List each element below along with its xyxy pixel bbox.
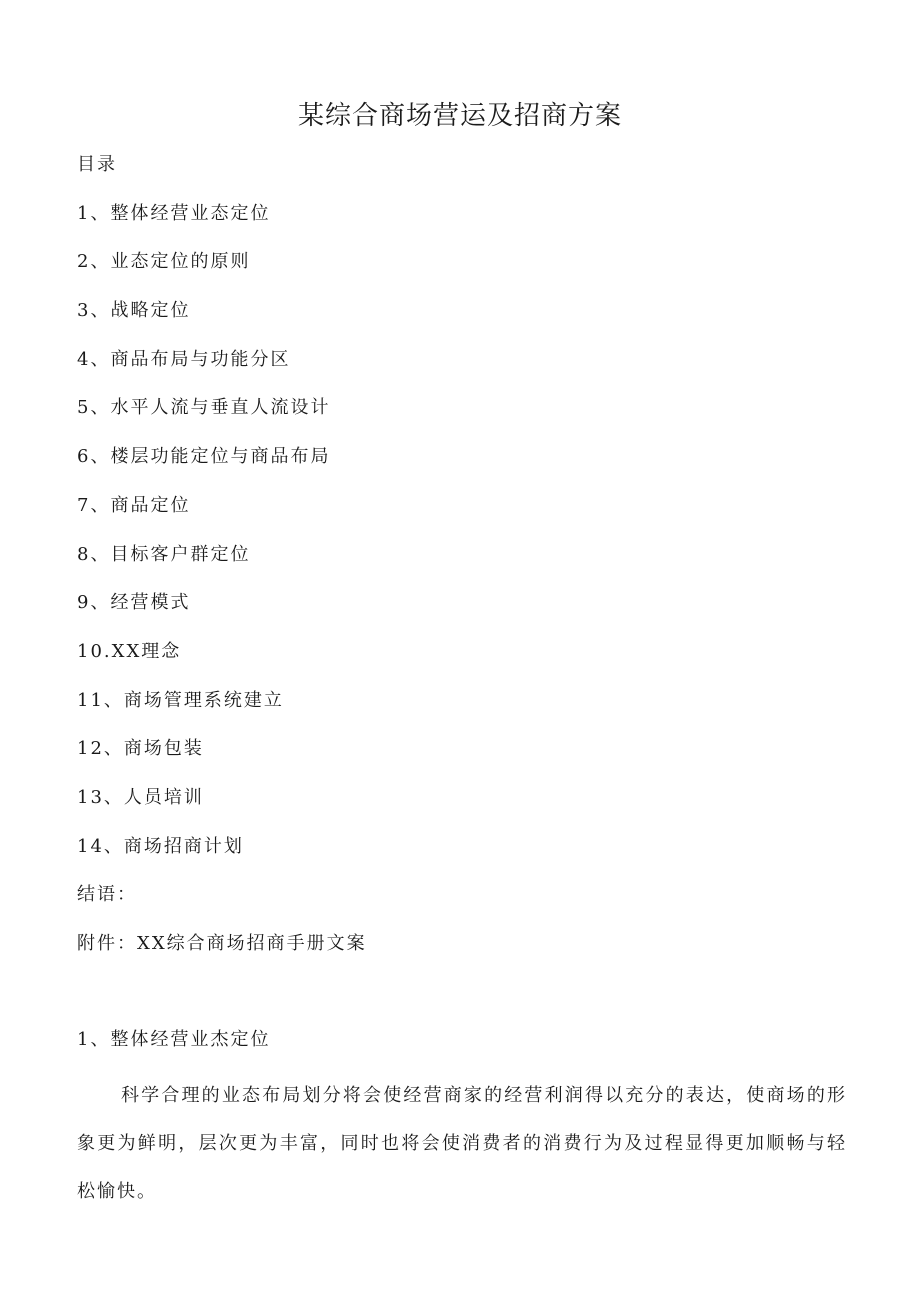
table-of-contents bbox=[77, 150, 367, 978]
toc-item: 10.XX理念 bbox=[77, 640, 182, 662]
toc-item: 1、整体经营业态定位 bbox=[77, 202, 271, 224]
toc-item: 11、商场管理系统建立 bbox=[77, 689, 284, 711]
toc-item: 2、业态定位的原则 bbox=[77, 251, 251, 273]
toc-item: 7、商品定位 bbox=[77, 494, 191, 516]
toc-item: 14、商场招商计划 bbox=[77, 835, 244, 857]
toc-item: 9、经营模式 bbox=[77, 592, 191, 614]
attachment-label: 附件：XX综合商场招商手册文案 bbox=[77, 933, 367, 954]
conclusion-label: 结语： bbox=[77, 884, 137, 906]
section-heading: 1、整体经营业杰定位 bbox=[77, 1029, 271, 1050]
toc-item: 5、水平人流与垂直人流设计 bbox=[77, 397, 331, 419]
document-title: 某综合商场营运及招商方案 bbox=[297, 101, 622, 131]
toc-item: 13、人员培训 bbox=[77, 786, 204, 808]
toc-item: 3、战略定位 bbox=[77, 300, 191, 322]
toc-item: 8、目标客户群定位 bbox=[77, 543, 251, 565]
toc-item: 12、商场包装 bbox=[77, 738, 204, 760]
toc-heading: 目录 bbox=[77, 154, 117, 175]
toc-item: 6、楼层功能定位与商品布局 bbox=[77, 446, 331, 468]
body-paragraph: 科学合理的业态布局划分将会使经营商家的经营利润得以充分的表达，使商场的形象更为鲜明，层次更为丰富，同时也将会使消费者的消费行为及过程显得更加顺畅与轻松愉快。 bbox=[77, 1085, 847, 1202]
toc-item: 4、商品布局与功能分区 bbox=[77, 348, 291, 370]
